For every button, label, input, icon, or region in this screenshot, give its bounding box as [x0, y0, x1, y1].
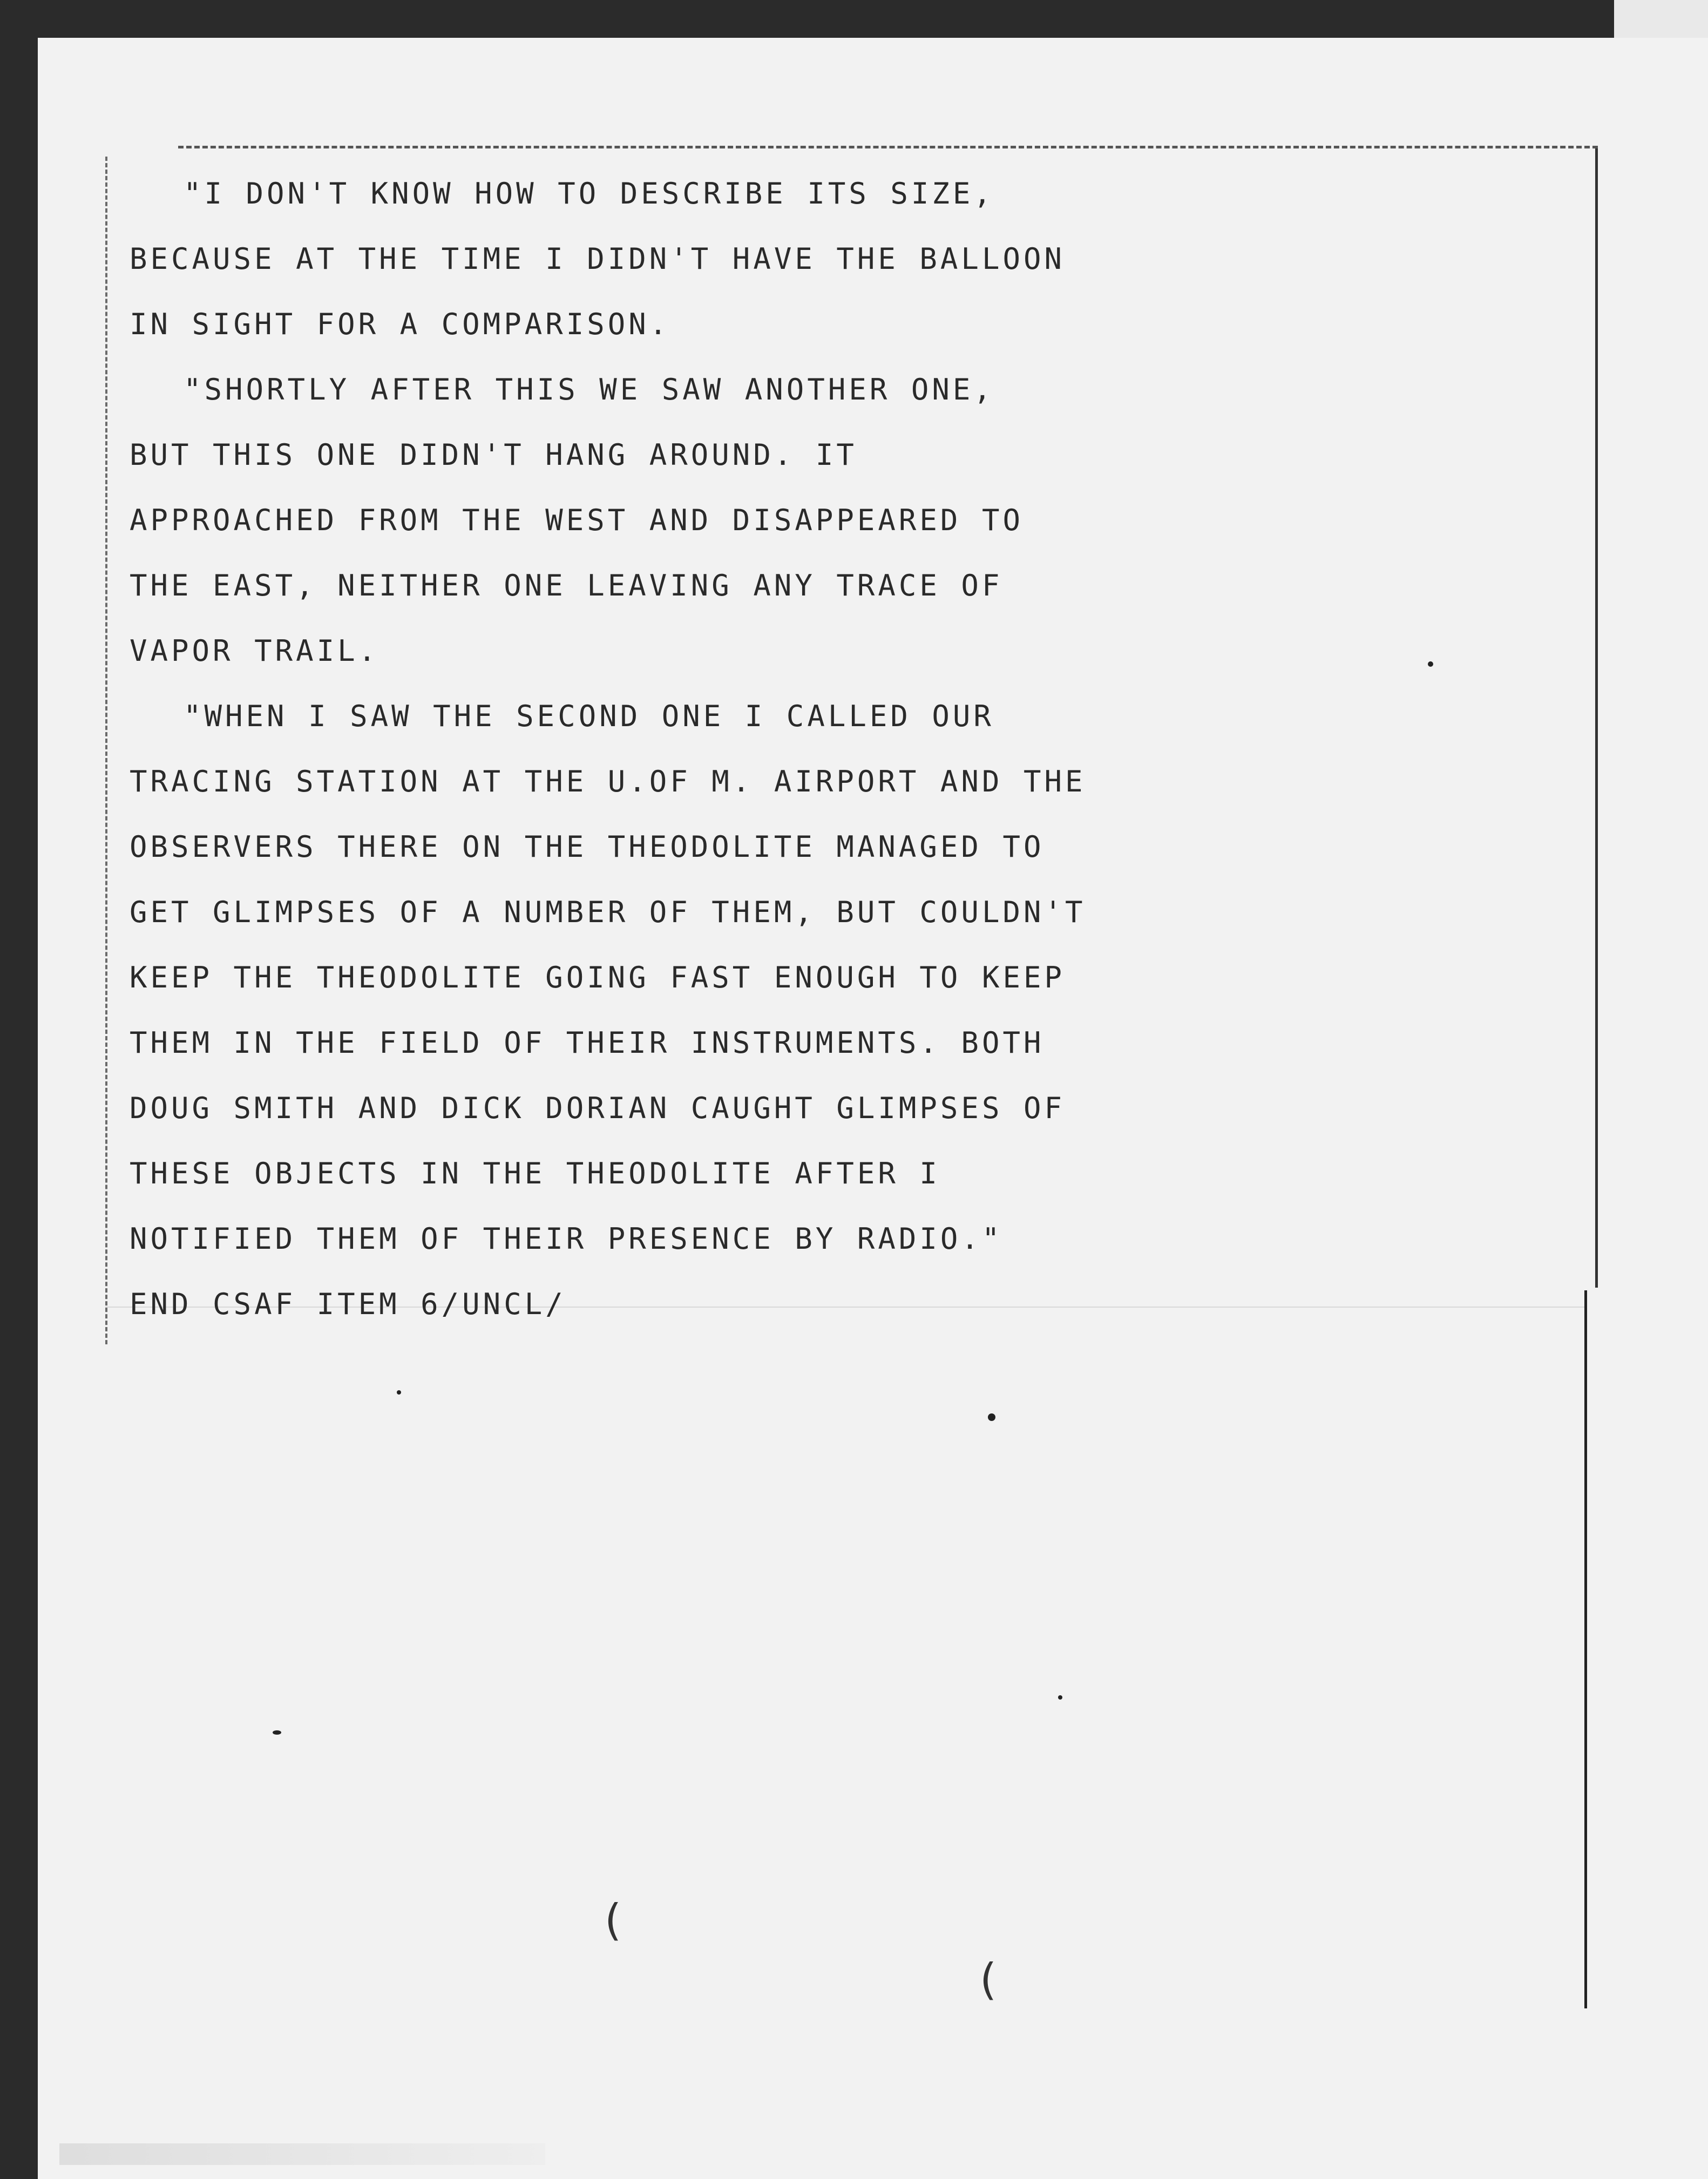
ink-speck [273, 1730, 281, 1735]
text-line: "SHORTLY AFTER THIS WE SAW ANOTHER ONE, [184, 373, 994, 407]
page-edge-line [1584, 1290, 1587, 2008]
text-line: GET GLIMPSES OF A NUMBER OF THEM, BUT COULDN'T [130, 895, 1086, 929]
scan-smudge [59, 2143, 545, 2165]
text-line: THESE OBJECTS IN THE THEODOLITE AFTER I [130, 1156, 940, 1190]
text-line: KEEP THE THEODOLITE GOING FAST ENOUGH TO KEEP [130, 960, 1065, 994]
ink-speck [397, 1390, 401, 1395]
text-line: THEM IN THE FIELD OF THEIR INSTRUMENTS. BOTH [130, 1026, 1045, 1060]
text-line: NOTIFIED THEM OF THEIR PRESENCE BY RADIO." [130, 1222, 1003, 1256]
text-line: OBSERVERS THERE ON THE THEODOLITE MANAGED TO [130, 830, 1045, 864]
typed-message-body [130, 161, 1452, 1337]
ink-speck [988, 1413, 995, 1421]
text-line: DOUG SMITH AND DICK DORIAN CAUGHT GLIMPSES OF [130, 1091, 1065, 1125]
box-border-right [1595, 148, 1598, 1288]
box-border-top [178, 146, 1598, 148]
text-line: "WHEN I SAW THE SECOND ONE I CALLED OUR [184, 699, 994, 733]
text-line: THE EAST, NEITHER ONE LEAVING ANY TRACE OF [130, 569, 1003, 603]
text-line: BUT THIS ONE DIDN'T HANG AROUND. IT [130, 438, 857, 472]
box-border-left [105, 157, 107, 1344]
text-line: IN SIGHT FOR A COMPARISON. [130, 307, 670, 341]
text-line: APPROACHED FROM THE WEST AND DISAPPEARED TO [130, 503, 1024, 537]
text-line: TRACING STATION AT THE U.OF M. AIRPORT AND THE [130, 764, 1086, 798]
text-line: VAPOR TRAIL. [130, 634, 379, 668]
text-line: "I DON'T KNOW HOW TO DESCRIBE ITS SIZE, [184, 177, 994, 211]
text-line: BECAUSE AT THE TIME I DIDN'T HAVE THE BALLOON [130, 242, 1065, 276]
stray-mark: ( [980, 1954, 997, 2005]
ink-speck [1058, 1695, 1062, 1700]
ink-speck [1428, 661, 1433, 667]
stray-mark: ( [605, 1895, 622, 1945]
text-line: END CSAF ITEM 6/UNCL/ [130, 1287, 566, 1321]
